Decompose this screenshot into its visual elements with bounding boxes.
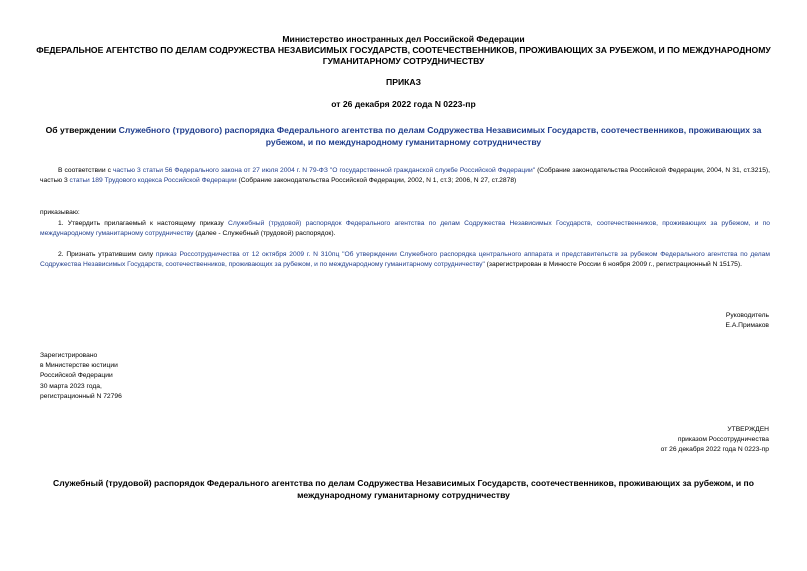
regulation-link[interactable]: Служебный (трудовой) распорядок Федерального агентства по делам Содружества Независимых Государств, соотечественников, проживающих за рубежом, и по международному гуманитарному сотрудничеству xyxy=(40,220,771,237)
agency-name: ФЕДЕРАЛЬНОЕ АГЕНТСТВО ПО ДЕЛАМ СОДРУЖЕСТВА НЕЗАВИСИМЫХ ГОСУДАРСТВ, СООТЕЧЕСТВЕННИКОВ, ПРОЖИВАЮЩИХ ЗА РУБЕЖОМ, И ПО МЕЖДУНАРОДНОМУ ГУМАНИТАРНОМУ СОТРУДНИЧЕСТВУ xyxy=(36,45,771,66)
regulation-title: Служебный (трудовой) распорядок Федерального агентства по делам Содружества Независимых Государств, соотечественников, проживающих за рубежом, и по международному гуманитарному сотрудничеству xyxy=(53,478,754,500)
registration-block xyxy=(40,351,122,402)
document-title xyxy=(30,124,777,148)
law-79fz-link[interactable]: частью 3 статьи 56 Федерального закона от 27 июля 2004 г. N 79-ФЗ "О государственной гражданской службе Российской Федерации" xyxy=(112,167,536,174)
registration-line: Зарегистрировано xyxy=(40,352,98,359)
title-link[interactable]: Служебного (трудового) распорядка Федерального агентства по делам Содружества Независимых Государств, соотечественников, проживающих за рубежом, и по международному гуманитарному сотрудничеству xyxy=(118,125,762,147)
registration-line: Российской Федерации xyxy=(40,372,113,380)
para3-text-2: (далее - Служебный (трудовой) распорядок). xyxy=(193,230,336,237)
para3-text-1: 1. Утвердить прилагаемый к настоящему приказу xyxy=(58,220,228,227)
approval-line: от 26 декабря 2022 года N 0223-пр xyxy=(660,446,769,453)
title-prefix: Об утверждении xyxy=(45,125,119,135)
registration-line: регистрационный N 72796 xyxy=(40,392,122,400)
paragraph-basis xyxy=(40,166,770,186)
para1-text-1: В соответствии с xyxy=(58,167,113,174)
document-type: ПРИКАЗ xyxy=(386,77,421,87)
ministry-name: Министерство иностранных дел Российской Федерации xyxy=(282,34,525,44)
order-310pc-link[interactable]: приказ Россотрудничества от 12 октября 2009 г. N 310пц "Об утверждении Служебного распорядка центрального аппарата и представительств за рубежом Федерального агентства по делам Содружества Независимых Государств, соотечественников, проживающих за рубежом, и по международному гуманитарному сотрудничеству" xyxy=(40,251,770,268)
registration-line: в Министерстве юстиции xyxy=(40,362,118,370)
signature-block xyxy=(726,311,770,331)
registration-line: 30 марта 2023 года, xyxy=(40,382,102,390)
approval-block xyxy=(661,425,769,455)
document-date: от 26 декабря 2022 года N 0223-пр xyxy=(331,99,476,109)
approval-line: приказом Россотрудничества xyxy=(677,436,769,443)
paragraph-item-2 xyxy=(40,250,770,270)
paragraph-item-1 xyxy=(40,219,770,239)
approval-line: УТВЕРЖДЕН xyxy=(727,426,769,433)
signer-role: Руководитель xyxy=(725,312,769,319)
signer-name: Е.А.Примаков xyxy=(725,322,769,329)
para4-text-1: 2. Признать утратившим силу xyxy=(58,251,156,258)
paragraph-order-word: приказываю: xyxy=(40,209,80,216)
para1-text-3: (Собрание законодательства Российской Федерации, 2002, N 1, ст.3; 2006, N 27, ст.2878) xyxy=(236,177,517,184)
para4-text-2: (зарегистрирован в Минюсте России 6 ноября 2009 г., регистрационный N 15175). xyxy=(484,261,742,268)
para1-text-2: (Собрание законодательства Российской Федерации, 2004, N 31, ст.3215), частью 3 xyxy=(40,167,770,184)
labor-code-link[interactable]: статьи 189 Трудового кодекса Российской Федерации xyxy=(69,177,237,184)
document-header xyxy=(30,34,777,67)
